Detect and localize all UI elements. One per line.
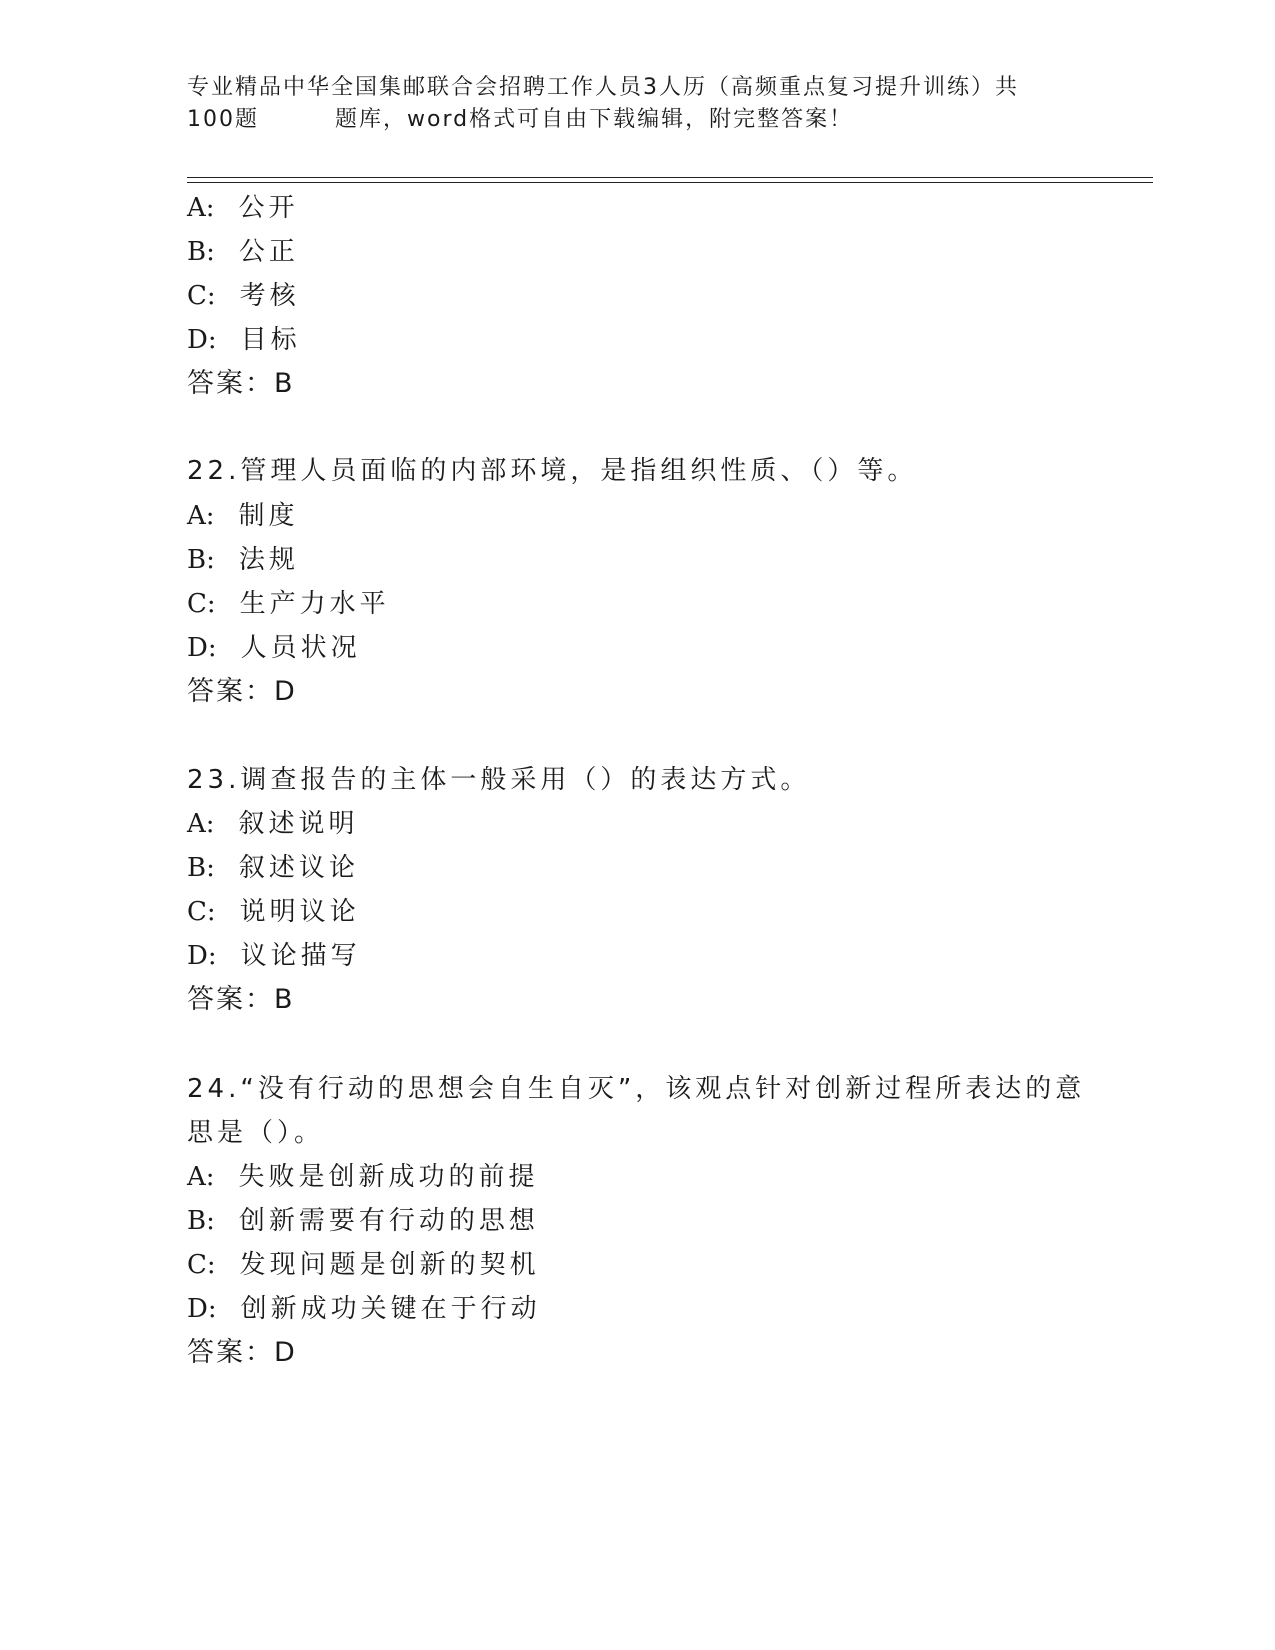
q24-option-d: D: 创新成功关键在于行动	[187, 1294, 541, 1324]
header-rule-bottom	[187, 182, 1153, 183]
q24-question-line-2: 思是（）。	[187, 1118, 325, 1148]
header-description: 题库，word格式可自由下载编辑，附完整答案！	[335, 107, 854, 132]
q22-option-a: A: 制度	[187, 501, 299, 531]
header-rule-top	[187, 177, 1153, 178]
q23-option-b: B: 叙述议论	[187, 853, 359, 883]
q23-answer: 答案：B	[187, 984, 295, 1015]
q21-option-c: C: 考核	[187, 281, 300, 311]
q24-option-a: A: 失败是创新成功的前提	[187, 1162, 539, 1192]
q24-answer: 答案：D	[187, 1337, 297, 1368]
document-header	[187, 72, 1087, 136]
q22-option-b: B: 法规	[187, 545, 299, 575]
q21-option-a: A: 公开	[187, 193, 299, 223]
q21-option-b: B: 公正	[187, 237, 299, 267]
header-question-count: 100题	[187, 107, 259, 132]
q24-option-c: C: 发现问题是创新的契机	[187, 1250, 540, 1280]
q23-option-d: D: 议论描写	[187, 941, 361, 971]
q22-option-c: C: 生产力水平	[187, 589, 390, 619]
q21-option-d: D: 目标	[187, 325, 301, 355]
q23-option-a: A: 叙述说明	[187, 809, 359, 839]
q24-question-line-1: 24.“没有行动的思想会自生自灭”，该观点针对创新过程所表达的意	[187, 1074, 1086, 1104]
q22-question: 22.管理人员面临的内部环境，是指组织性质、（）等。	[187, 456, 918, 486]
q21-answer: 答案：B	[187, 368, 295, 399]
q24-option-b: B: 创新需要有行动的思想	[187, 1206, 539, 1236]
q23-question: 23.调查报告的主体一般采用（）的表达方式。	[187, 765, 811, 795]
header-line-1: 专业精品中华全国集邮联合会招聘工作人员3人历（高频重点复习提升训练）共	[187, 75, 1019, 100]
header-line-2	[187, 104, 1087, 136]
q22-option-d: D: 人员状况	[187, 633, 361, 663]
q23-option-c: C: 说明议论	[187, 897, 360, 927]
q22-answer: 答案：D	[187, 676, 297, 707]
